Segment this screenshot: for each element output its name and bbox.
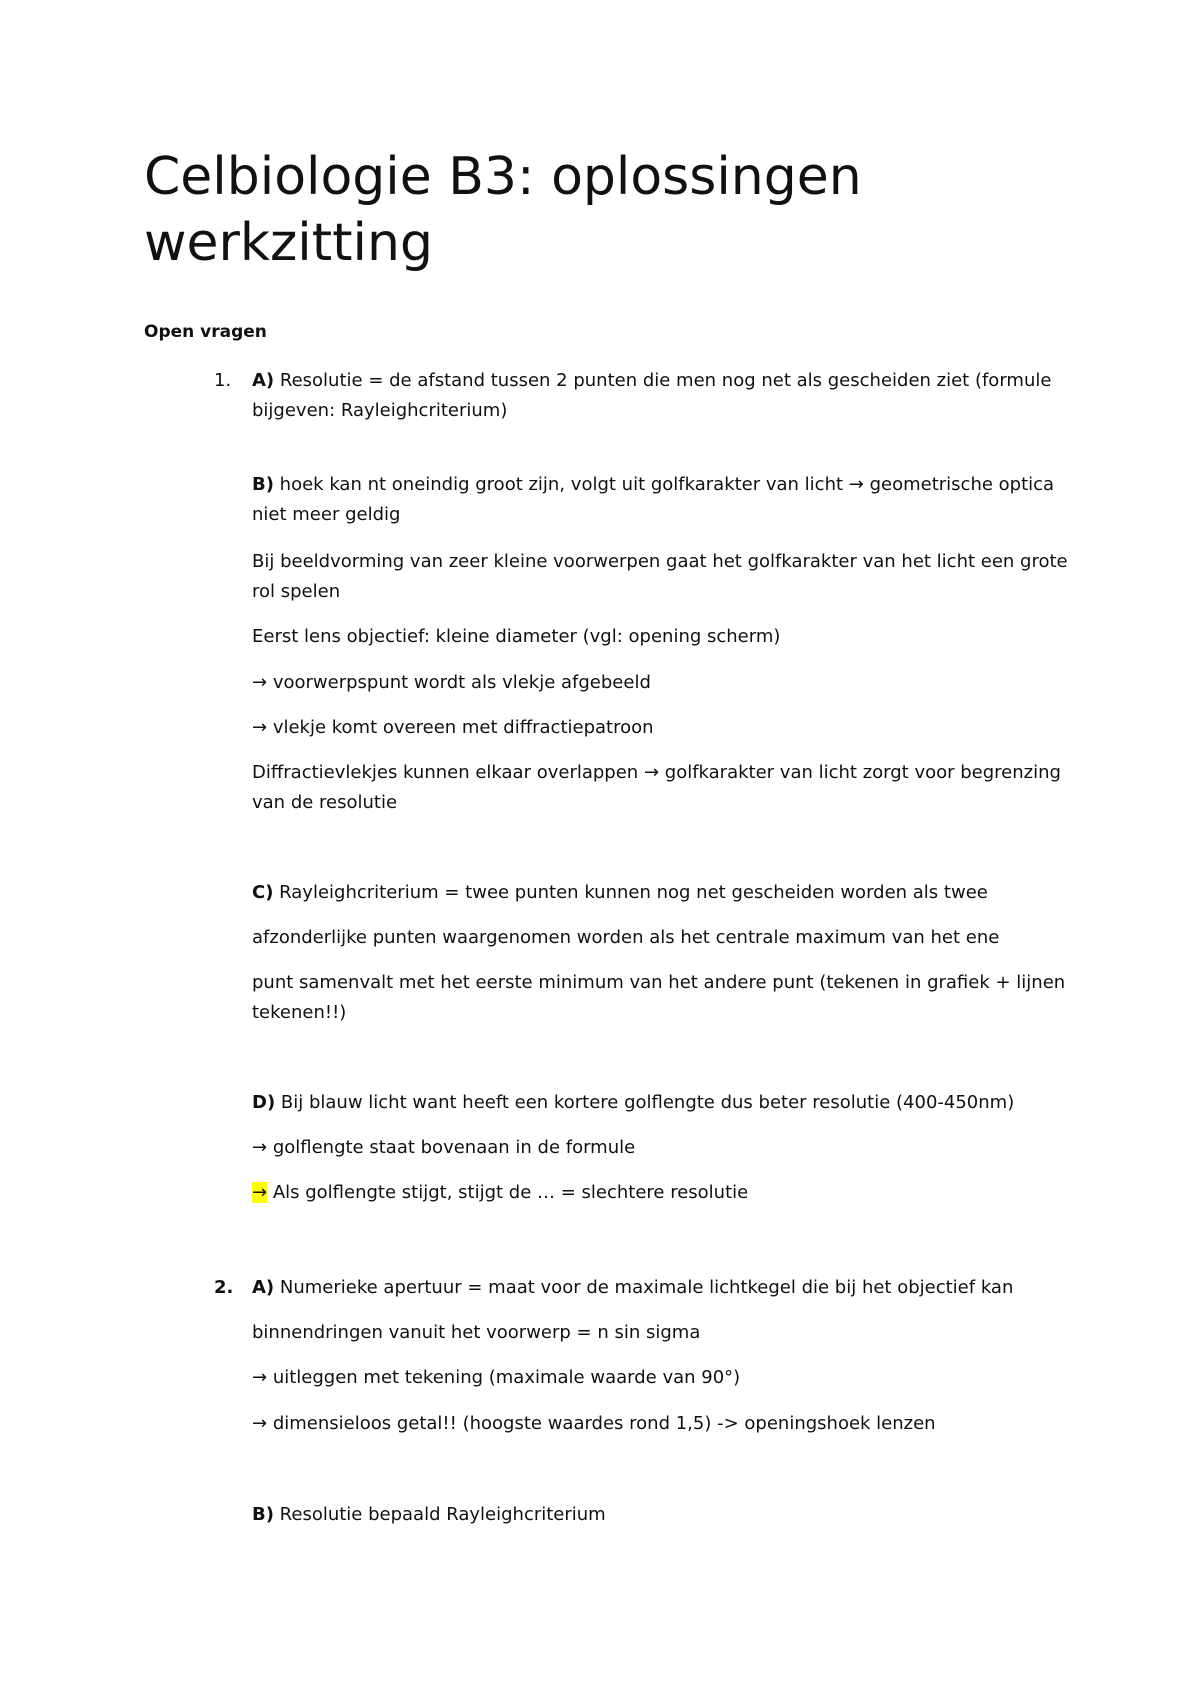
arrow-icon: → (848, 474, 864, 495)
q1-b-paragraph-5 (252, 713, 1082, 743)
q2-a-paragraph-4 (252, 1409, 1082, 1439)
q1-b-text-4: voorwerpspunt wordt als vlekje afgebeeld (267, 672, 651, 693)
q1-b-text-1: hoek kan nt oneindig groot zijn, volgt uit golfkarakter van licht (273, 474, 849, 495)
q1-b-text-5: vlekje komt overeen met diffractiepatroon (267, 717, 654, 738)
q1-d-label: D) (252, 1092, 276, 1113)
q2-a-label: A) (252, 1277, 275, 1298)
q2-a-text-3: uitleggen met tekening (maximale waarde van 90°) (267, 1367, 741, 1388)
q1-c-paragraph (252, 878, 1082, 908)
q1-c-label: C) (252, 882, 274, 903)
q1-d-text-1: Bij blauw licht want heeft een kortere golflengte dus beter resolutie (400-450nm) (275, 1092, 1015, 1113)
q1-a-label: A) (252, 370, 275, 391)
q1-d-text-2: golflengte staat bovenaan in de formule (267, 1137, 636, 1158)
q1-b-paragraph-2: Bij beeldvorming van zeer kleine voorwerpen gaat het golfkarakter van het licht een grote rol spelen (252, 551, 1068, 602)
section-heading: Open vragen (144, 322, 267, 342)
q1-c-paragraph-3: punt samenvalt met het eerste minimum van het andere punt (tekenen in grafiek + lijnen tekenen!!) (252, 972, 1066, 1023)
q2-b-label: B) (252, 1504, 274, 1525)
q1-d-text-3: Als golflengte stijgt, stijgt de … = slechtere resolutie (267, 1182, 749, 1203)
q2-a-text-4: dimensieloos getal!! (hoogste waardes rond 1,5) -> openingshoek lenzen (267, 1413, 936, 1434)
q1-d-paragraph-2 (252, 1133, 1082, 1163)
q1-b-text-6b: golfkarakter van licht zorgt voor begrenzing van de resolutie (252, 762, 1061, 813)
q1-c-paragraph-2: afzonderlijke punten waargenomen worden als het centrale maximum van het ene (252, 927, 1000, 948)
q1-b-paragraph-4 (252, 668, 1082, 698)
q1-c-text-1: Rayleighcriterium = twee punten kunnen nog net gescheiden worden als twee (273, 882, 988, 903)
q2-b-text: Resolutie bepaald Rayleighcriterium (273, 1504, 606, 1525)
arrow-icon: → (252, 672, 268, 693)
arrow-icon: → (252, 717, 268, 738)
q2-a-text-1: Numerieke apertuur = maat voor de maximale lichtkegel die bij het objectief kan (274, 1277, 1014, 1298)
q1-d-paragraph (252, 1088, 1082, 1118)
q2-a-paragraph-2: binnendringen vanuit het voorwerp = n sin sigma (252, 1322, 701, 1343)
arrow-icon: → (252, 1367, 268, 1388)
q1-a-text: Resolutie = de afstand tussen 2 punten die men nog net als gescheiden ziet (formule bijgeven: Rayleighcriterium) (252, 370, 1052, 421)
q2-b-paragraph (252, 1500, 1082, 1530)
q2-a-paragraph-3 (252, 1363, 1082, 1393)
q1-b-label: B) (252, 474, 274, 495)
q1-a-paragraph (252, 366, 1082, 426)
q1-b-text-6a: Diffractievlekjes kunnen elkaar overlappen (252, 762, 644, 783)
question-number-1: 1. (214, 370, 232, 391)
question-number-2: 2. (214, 1277, 234, 1298)
arrow-icon: → (252, 1413, 268, 1434)
q1-b-paragraph-3: Eerst lens objectief: kleine diameter (vgl: opening scherm) (252, 626, 781, 647)
q1-b-paragraph (252, 470, 1082, 530)
arrow-icon: → (252, 1137, 268, 1158)
highlighted-arrow-icon: → (252, 1182, 268, 1203)
q2-a-paragraph (252, 1273, 1082, 1303)
arrow-icon: → (643, 762, 660, 783)
q1-b-text-1b: geometrische optica niet meer geldig (252, 474, 1055, 525)
q1-b-paragraph-6 (252, 758, 1082, 818)
page-title: Celbiologie B3: oplossingen werkzitting (144, 147, 862, 273)
q1-d-paragraph-3 (252, 1178, 1082, 1208)
